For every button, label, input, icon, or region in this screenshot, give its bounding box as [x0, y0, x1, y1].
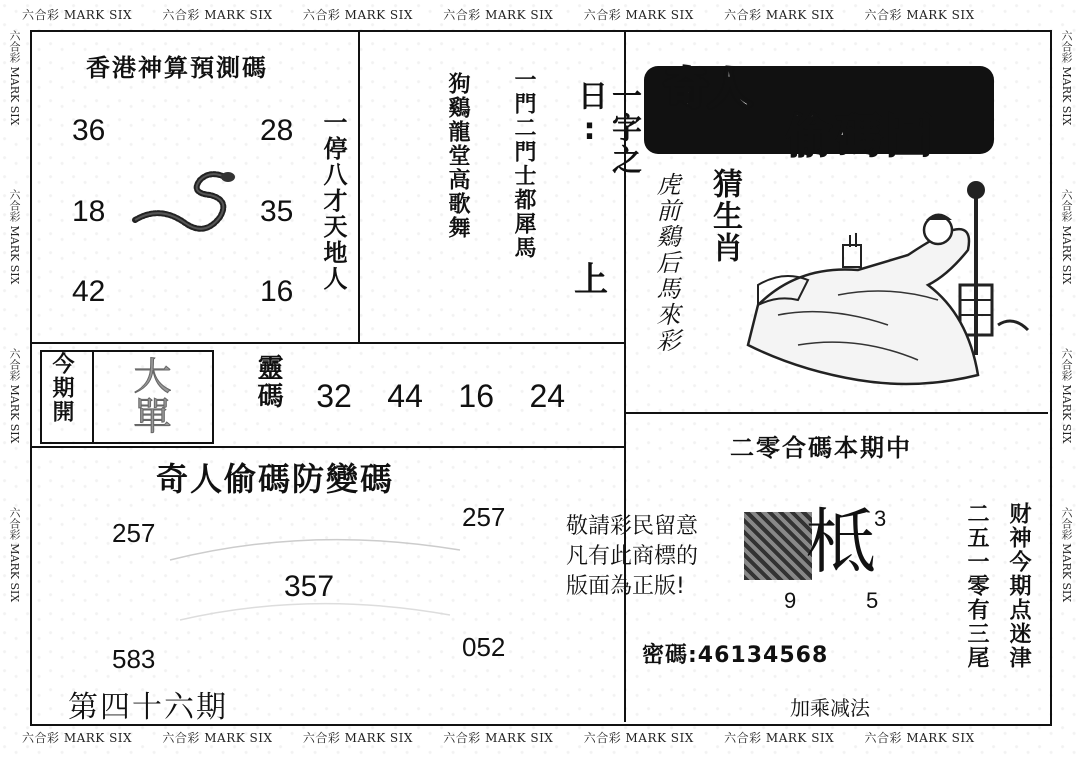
notice-line: 版面為正版!	[566, 574, 685, 599]
spirit-numbers	[304, 378, 577, 415]
hk-number: 16	[260, 275, 294, 308]
divider	[624, 412, 1048, 414]
logo-char: 柢	[806, 501, 876, 583]
zero-match-text: 二零合碼本期中	[730, 434, 912, 462]
defense-code: 357	[284, 570, 335, 603]
hk-title: 香港神算預測碼	[86, 54, 268, 82]
issue-number: 第四十六期	[68, 690, 228, 725]
defense-code: 257	[112, 518, 156, 548]
left-border: 六合彩 MARK SIX 六合彩 MARK SIX 六合彩 MARK SIX 六合彩 MARK SIX	[8, 30, 21, 603]
right-border: 六合彩 MARK SIX 六合彩 MARK SIX 六合彩 MARK SIX 六合彩 MARK SIX	[1060, 30, 1073, 603]
logo-number: 5	[866, 588, 879, 613]
logo-number: 3	[874, 506, 887, 531]
defense-code: 257	[462, 502, 506, 532]
defense-code: 052	[462, 632, 506, 662]
top-border: 六合彩 MARK SIX 六合彩 MARK SIX 六合彩 MARK SIX 六合彩 MARK SIX 六合彩 MARK SIX 六合彩 MARK SIX 六合彩 MARK SIX	[22, 8, 975, 22]
logo-number: 9	[784, 588, 797, 613]
hk-number: 28	[260, 114, 294, 147]
password: 密碼:46134568	[642, 643, 829, 668]
spirit-number: 24	[529, 378, 566, 414]
header-title-a: 奇人	[664, 63, 752, 114]
defense-title: 奇人偷碼防變碼	[156, 460, 395, 498]
hk-number: 36	[72, 114, 106, 147]
hk-number: 18	[72, 195, 106, 228]
word-of-day-value: 上	[574, 260, 608, 300]
divider	[92, 350, 94, 442]
scholar-illustration	[738, 175, 1034, 405]
guess-zodiac-label: 猜生肖	[707, 168, 742, 264]
notice-line: 敬請彩民留意	[566, 514, 699, 539]
fortune-left: 二五一零有三尾	[964, 502, 989, 670]
spirit-number: 16	[458, 378, 494, 414]
special-value: 大單	[127, 356, 171, 436]
special-label: 今期開	[49, 352, 74, 424]
divider	[30, 446, 624, 448]
snake-icon	[130, 165, 250, 240]
notice	[566, 512, 698, 602]
fortune-right: 财神今期点迷津	[1006, 502, 1031, 670]
header-title-b: 偷碼圖	[786, 109, 936, 163]
trademark-logo-image	[744, 512, 812, 580]
spirit-label: 靈碼	[253, 354, 283, 410]
defense-code: 583	[112, 644, 156, 674]
divider	[30, 344, 32, 444]
method: 加乘减法	[790, 696, 870, 720]
divider	[30, 342, 624, 344]
guess-zodiac-poem: 虎前鷄后馬來彩	[652, 172, 680, 354]
hk-vertical-text: 一停八才天地人	[319, 110, 347, 292]
divider	[358, 30, 360, 342]
animal-column: 狗鷄龍堂高歌舞	[445, 72, 470, 240]
gate-column: 一門二門士都犀馬	[511, 68, 536, 260]
hk-number: 42	[72, 275, 106, 308]
bottom-border: 六合彩 MARK SIX 六合彩 MARK SIX 六合彩 MARK SIX 六合彩 MARK SIX 六合彩 MARK SIX 六合彩 MARK SIX 六合彩 MARK SIX	[22, 731, 975, 745]
hk-number: 35	[260, 195, 294, 228]
notice-line: 凡有此商標的	[566, 544, 699, 569]
spirit-number: 32	[316, 378, 352, 414]
spirit-number: 44	[387, 378, 423, 414]
word-of-day-label: 一字之日:	[572, 80, 641, 176]
